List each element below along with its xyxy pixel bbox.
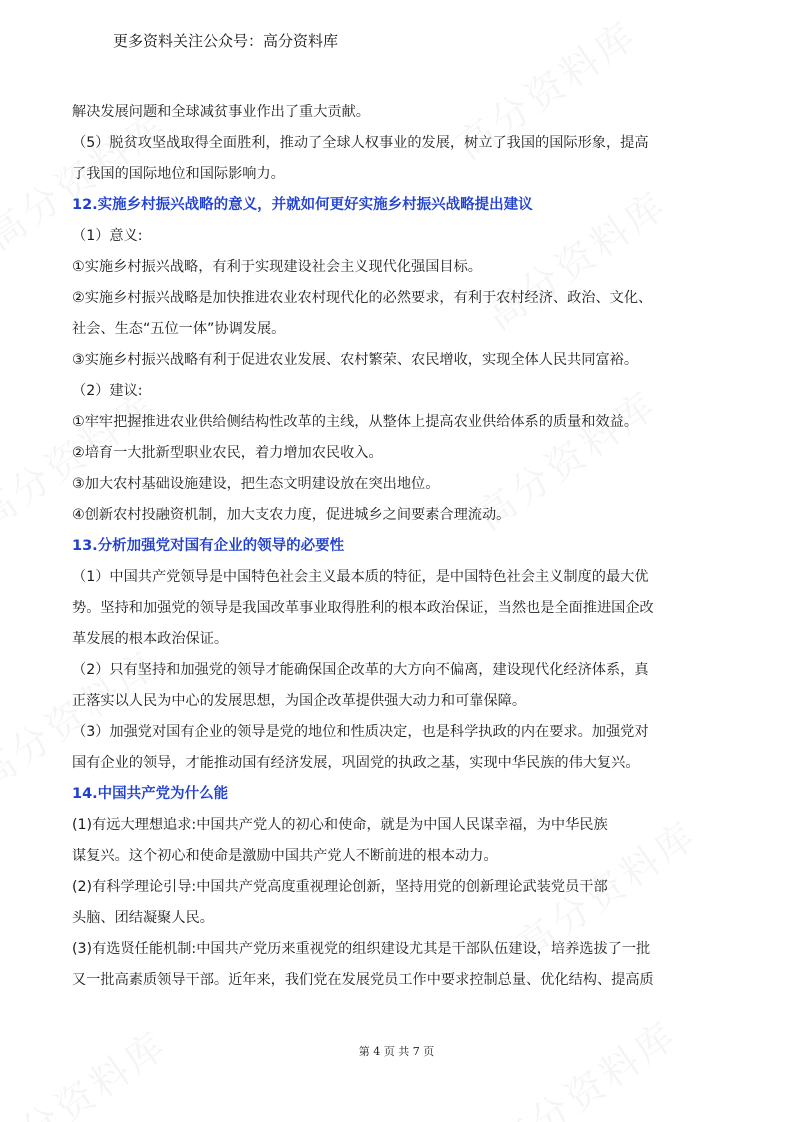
paragraph-line: ②培育一大批新型职业农民，着力增加农民收入。 (72, 445, 383, 461)
paragraph-line: 势。坚持和加强党的领导是我国改革事业取得胜利的根本政治保证，当然也是全面推进国企改 (72, 600, 654, 616)
page-header: 更多资料关注公众号：高分资料库 (113, 32, 339, 50)
paragraph-line: 革发展的根本政治保证。 (72, 631, 229, 647)
paragraph-line: ④创新农村投融资机制，加大支农力度，促进城乡之间要素合理流动。 (72, 507, 511, 523)
page-footer: 第 4 页 共 7 页 (358, 1045, 435, 1058)
watermark (483, 1005, 687, 1122)
paragraph-line: 谋复兴。这个初心和使命是激励中国共产党人不断前进的根本动力。 (72, 848, 498, 864)
paragraph-line: 头脑、团结凝聚人民。 (72, 910, 214, 926)
paragraph-line: 了我国的国际地位和国际影响力。 (72, 166, 285, 182)
paragraph-line: 解决发展问题和全球减贫事业作出了重大贡献。 (72, 104, 370, 120)
paragraph-line: 正落实以人民为中心的发展思想，为国企改革提供强大动力和可靠保障。 (72, 693, 527, 709)
paragraph-line: ②实施乡村振兴战略是加快推进农业农村现代化的必然要求，有利于农村经济、政治、文化、 (72, 290, 653, 306)
paragraph-line: 又一批高素质领导干部。近年来，我们党在发展党员工作中要求控制总量、优化结构、提高质 (72, 972, 654, 988)
paragraph-line: 社会、生态“五位一体”协调发展。 (72, 321, 286, 337)
document-body (72, 97, 724, 996)
paragraph-line: （1）中国共产党领导是中国特色社会主义最本质的特征，是中国特色社会主义制度的最大优 (72, 569, 649, 585)
paragraph-line: （2）只有坚持和加强党的领导才能确保国企改革的大方向不偏离，建设现代化经济体系，真 (72, 662, 649, 678)
paragraph-line: （1）意义: (72, 228, 143, 244)
section-heading: 12.实施乡村振兴战略的意义，并就如何更好实施乡村振兴战略提出建议 (72, 197, 533, 213)
paragraph-line: ①实施乡村振兴战略，有利于实现建设社会主义现代化强国目标。 (72, 259, 482, 275)
paragraph-line: ③实施乡村振兴战略有利于促进农业发展、农村繁荣、农民增收，实现全体人民共同富裕。 (72, 352, 639, 368)
paragraph-line: (3)有选贤任能机制:中国共产党历来重视党的组织建设尤其是干部队伍建设，培养选拔了一批 (72, 941, 651, 957)
paragraph-line: ③加大农村基础设施建设，把生态文明建设放在突出地位。 (72, 476, 440, 492)
section-heading: 13.分析加强党对国有企业的领导的必要性 (72, 538, 345, 554)
paragraph-line: (2)有科学理论引导:中国共产党高度重视理论创新，坚持用党的创新理论武装党员干部 (72, 879, 608, 895)
paragraph-line: （5）脱贫攻坚战取得全面胜利，推动了全球人权事业的发展，树立了我国的国际形象，提高 (72, 135, 649, 151)
paragraph-line: 国有企业的领导，才能推动国有经济发展，巩固党的执政之基，实现中华民族的伟大复兴。 (72, 755, 640, 771)
paragraph-line: ①牢牢把握推进农业供给侧结构性改革的主线，从整体上提高农业供给体系的质量和效益。 (72, 414, 639, 430)
paragraph-line: （2）建议: (72, 383, 143, 399)
watermark (0, 1015, 177, 1122)
paragraph-line: （3）加强党对国有企业的领导是党的地位和性质决定，也是科学执政的内在要求。加强党对 (72, 724, 649, 740)
paragraph-line: (1)有远大理想追求:中国共产党人的初心和使命，就是为中国人民谋幸福，为中华民族 (72, 817, 608, 833)
section-heading: 14.中国共产党为什么能 (72, 786, 229, 802)
